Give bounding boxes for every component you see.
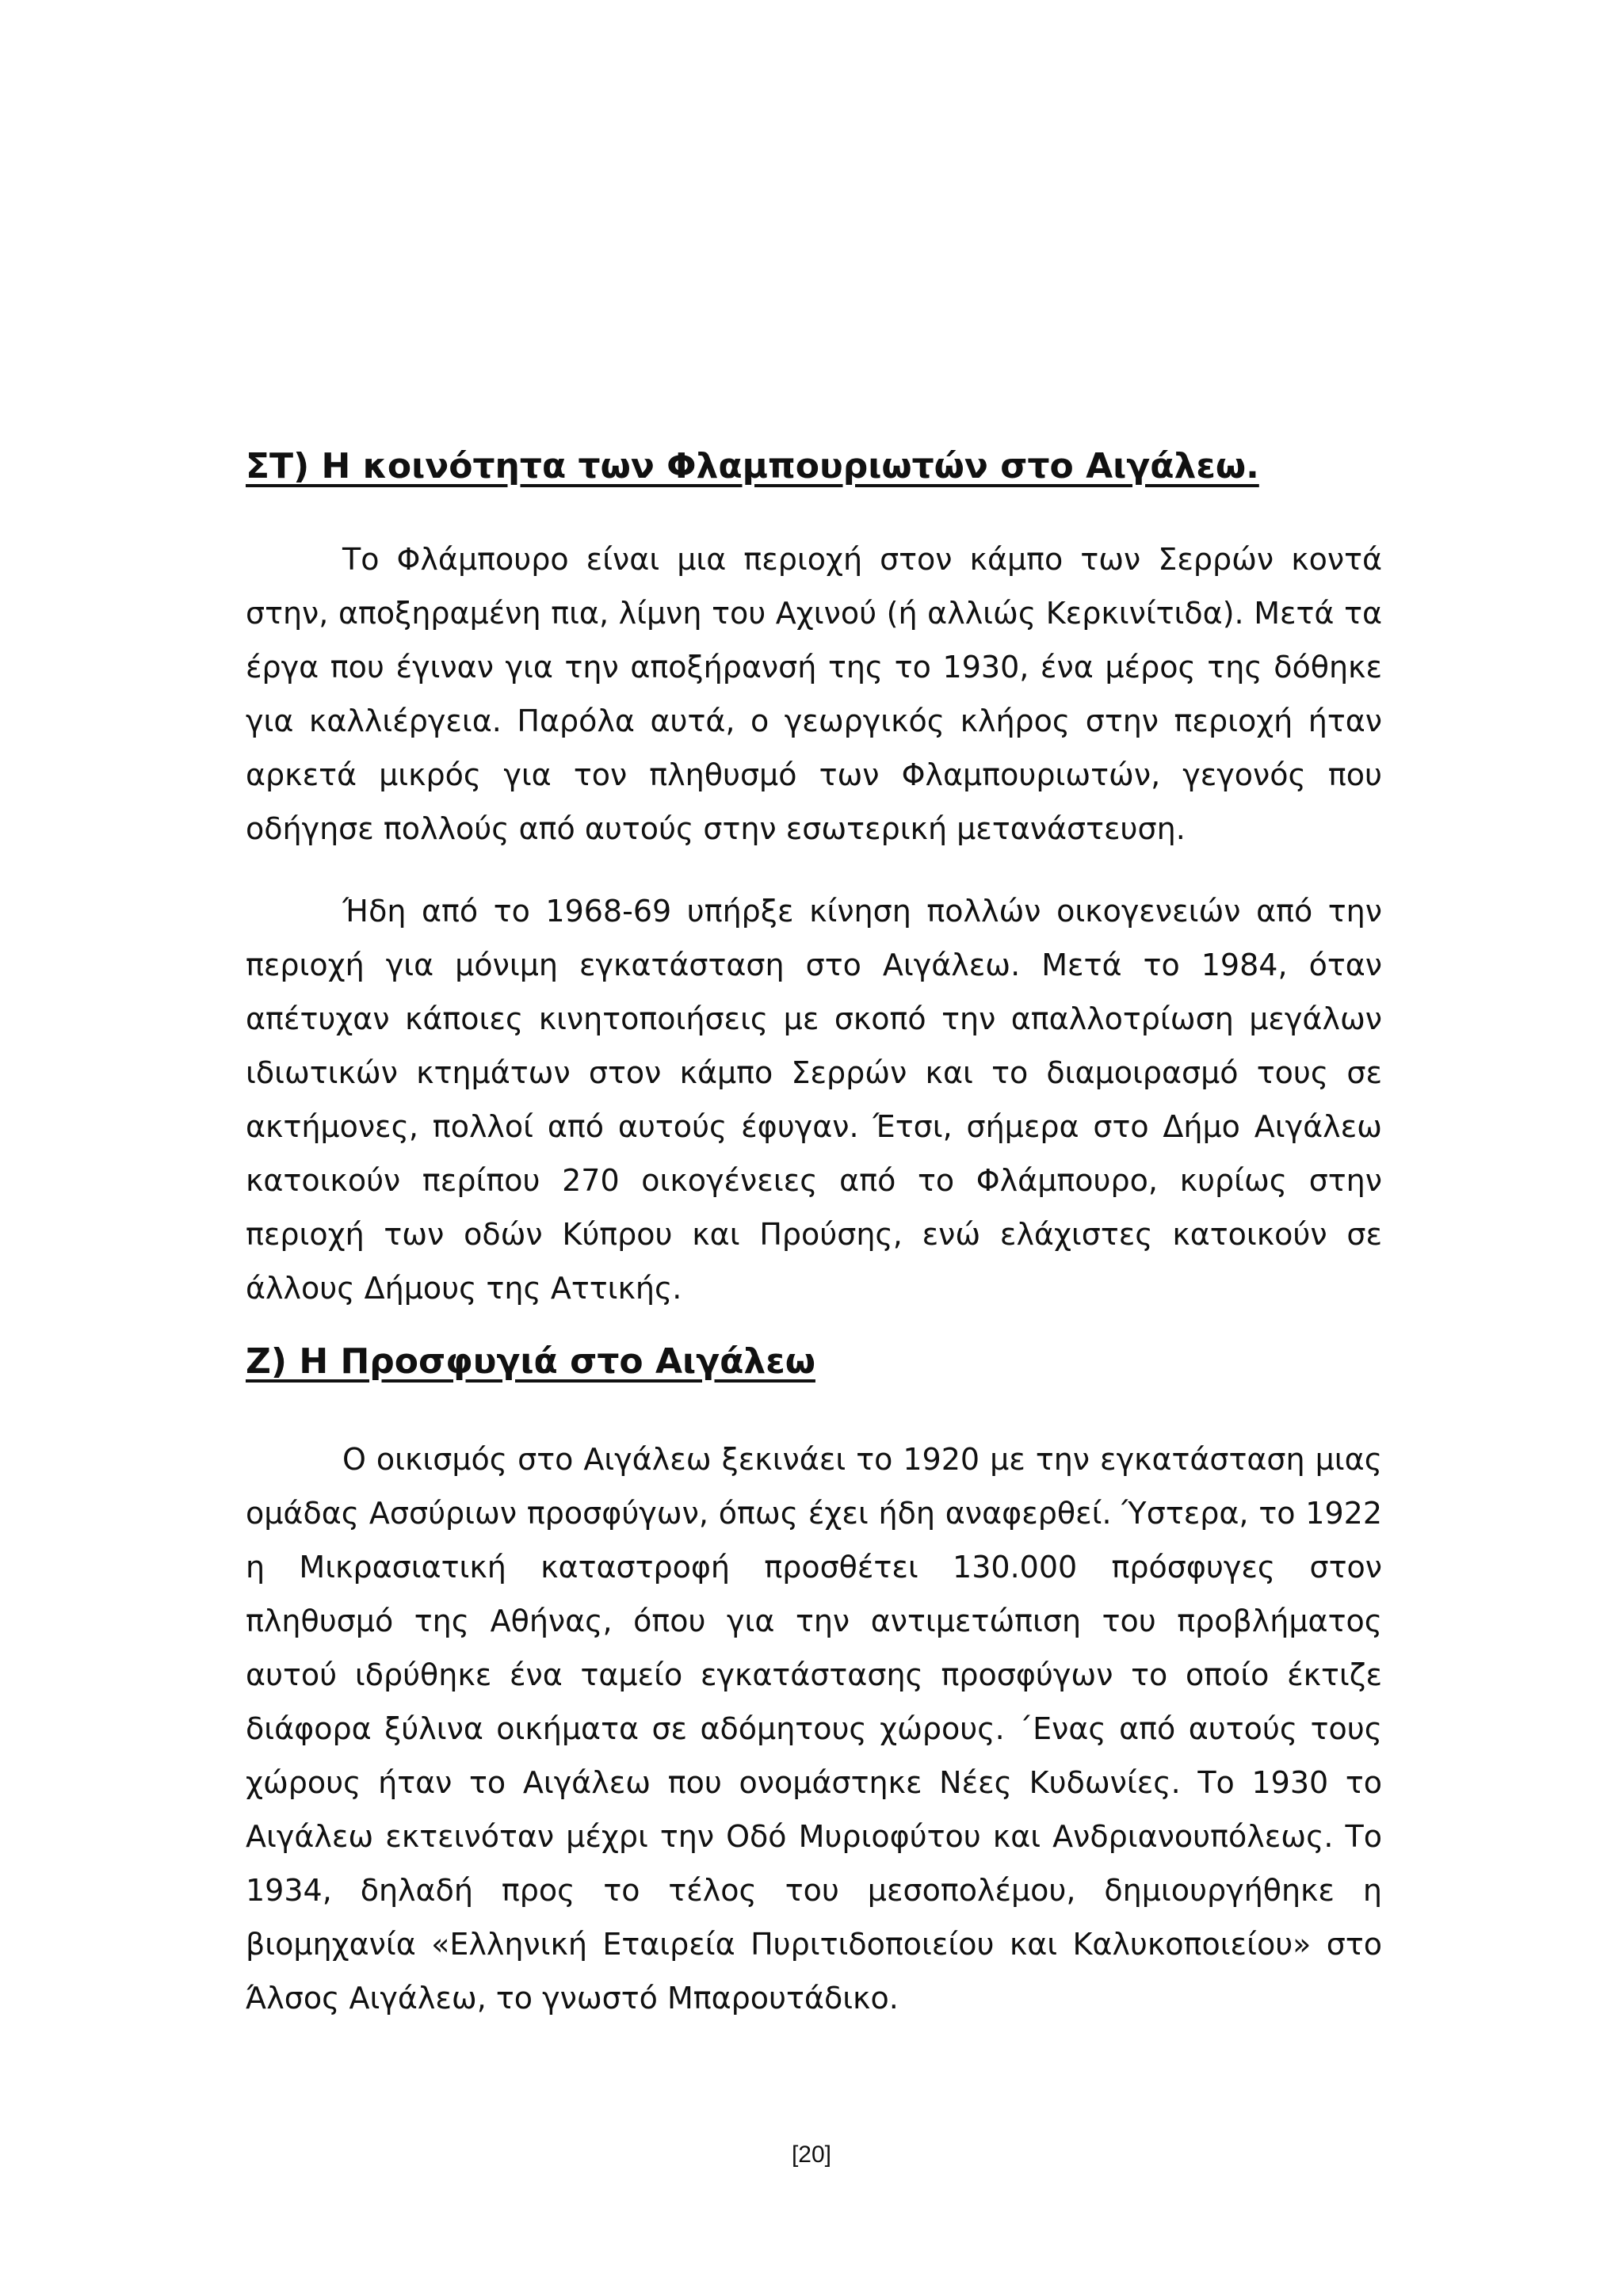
- body-paragraph: Το Φλάμπουρο είναι μια περιοχή στον κάμπο των Σερρών κοντά στην, αποξηραμένη πια, λίμνη του Αχινού (ή αλλιώς Κερκινίτιδα). Μετά τα έργα που έγιναν για την αποξήρανσή της το 1930, ένα μέρος της δόθηκε για καλλιέργεια. Παρόλα αυτά, ο γεωργικός κλήρος στην περιοχή ήταν αρκετά μικρός για τον πληθυσμό των Φλαμπουριωτών, γεγονός που οδήγησε πολλούς από αυτούς στην εσωτερική μετανάστευση.: [246, 542, 1382, 846]
- body-paragraph: Ήδη από το 1968-69 υπήρξε κίνηση πολλών οικογενειών από την περιοχή για μόνιμη εγκατάσταση στο Αιγάλεω. Μετά το 1984, όταν απέτυχαν κάποιες κινητοποιήσεις με σκοπό την απαλλοτρίωση μεγάλων ιδιωτικών κτημάτων στον κάμπο Σερρών και το διαμοιρασμό τους σε ακτήμονες, πολλοί από αυτούς έφυγαν. Έτσι, σήμερα στο Δήμο Αιγάλεω κατοικούν περίπου 270 οικογένειες από το Φλάμπουρο, κυρίως στην περιοχή των οδών Κύπρου και Προύσης, ενώ ελάχιστες κατοικούν σε άλλους Δήμους της Αττικής.: [246, 894, 1382, 1306]
- body-paragraph: Ο οικισμός στο Αιγάλεω ξεκινάει το 1920 με την εγκατάσταση μιας ομάδας Ασσύριων προσφύγων, όπως έχει ήδη αναφερθεί. Ύστερα, το 1922 η Μικρασιατική καταστροφή προσθέτει 130.000 πρόσφυγες στον πληθυσμό της Αθήνας, όπου για την αντιμετώπιση του προβλήματος αυτού ιδρύθηκε ένα ταμείο εγκατάστασης προσφύγων το οποίο έκτιζε διάφορα ξύλινα οικήματα σε αδόμητους χώρους. ΄Ενας από αυτούς τους χώρους ήταν το Αιγάλεω που ονομάστηκε Νέες Κυδωνίες. Το 1930 το Αιγάλεω εκτεινόταν μέχρι την Οδό Μυριοφύτου και Ανδριανουπόλεως. Το 1934, δηλαδή προς το τέλος του μεσοπολέμου, δημιουργήθηκε η βιομηχανία «Ελληνική Εταιρεία Πυριτιδοποιείου και Καλυκοποιείου» στο Άλσος Αιγάλεω, το γνωστό Μπαρουτάδικο.: [246, 1442, 1382, 2016]
- section-heading: ΣΤ) Η κοινότητα των Φλαμπουριωτών στο Αιγάλεω.: [246, 446, 1259, 486]
- page-number: [20]: [791, 2142, 832, 2168]
- section-heading: Ζ) Η Προσφυγιά στο Αιγάλεω: [246, 1341, 815, 1382]
- section-refugees-aigaleo: [246, 1337, 1382, 2025]
- section-flampouro-community: [246, 442, 1382, 1315]
